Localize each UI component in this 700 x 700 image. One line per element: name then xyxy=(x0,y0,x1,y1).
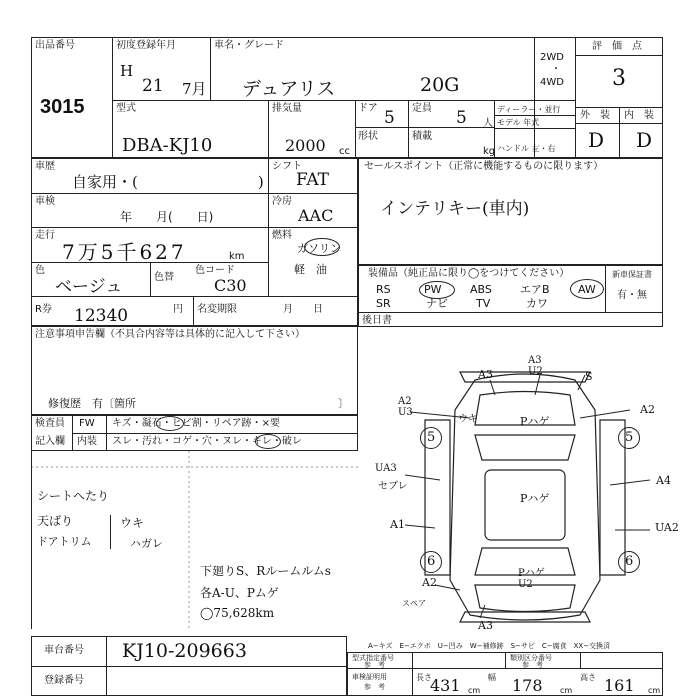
warranty-label: 新車保証書 xyxy=(612,270,652,279)
r-ticket-label: R券 xyxy=(35,304,52,315)
first-reg-era: H xyxy=(120,62,134,80)
width-unit: cm xyxy=(560,686,573,695)
equipment-item-r2-1: ナビ xyxy=(426,297,448,310)
aircon-label: 冷房 xyxy=(272,196,292,207)
mark-left-a2: A2 U3 xyxy=(398,396,413,418)
equipment-item-0: RS xyxy=(376,283,391,296)
cert-sub: 参 考 xyxy=(364,683,385,691)
inspector-row-2: スレ・汚れ・コゲ・穴・ヌレ・キレ・破レ xyxy=(112,436,302,447)
fuel-label: 燃料 xyxy=(272,230,292,241)
length-value: 431 xyxy=(430,676,461,695)
interior-grade: D xyxy=(636,128,653,152)
mark-top-s: S xyxy=(585,370,593,383)
drive-4wd: 4WD xyxy=(540,77,564,88)
inspector-circle-2 xyxy=(255,434,281,449)
notes-label: 注意事項申告欄（不具合内容等は具体的に記入して下さい） xyxy=(35,329,305,340)
sales-label: セールスポイント（正常に機能するものに限ります） xyxy=(364,161,604,172)
mark-top-a3-u2: A3 U2 xyxy=(528,355,543,377)
model-year-label: モデル 年式 xyxy=(497,118,540,127)
rear-label: 後日書 xyxy=(362,315,392,326)
shift-label: シフト xyxy=(272,161,302,172)
damage-legend: A−キズ E−エクボ U−凹み W−補修跡 S−サビ C−腐食 XX−交換済 xyxy=(368,642,611,650)
note-1: シートへたり xyxy=(37,489,110,503)
mark-right-a4: A4 xyxy=(656,474,671,487)
equipment-item-2: ABS xyxy=(470,283,492,296)
category-label: 類別区分番号 xyxy=(510,654,552,662)
type-value: DBA-KJ10 xyxy=(122,135,213,156)
mark-right-a2: A2 xyxy=(640,403,655,416)
tire-ll-value: 6 xyxy=(427,554,436,569)
history-label: 車歴 xyxy=(35,161,55,172)
mark-spare: スペア xyxy=(402,599,426,608)
color-label: 色 xyxy=(35,265,45,276)
equipment-item-1: PW xyxy=(424,283,442,296)
capacity-value: 5 xyxy=(456,108,467,128)
note-7: 各A-U、Pムゲ xyxy=(200,586,279,600)
mark-left-ua3: UA3 xyxy=(375,463,397,474)
inspection-label: 車検 xyxy=(35,196,55,207)
interior-label: 内 装 xyxy=(624,110,654,121)
r-ticket-value: 12340 xyxy=(74,306,129,326)
score-label: 評 価 点 xyxy=(592,41,642,52)
history-value: 自家用・( ) xyxy=(72,173,264,191)
displacement-label: 排気量 xyxy=(272,103,302,114)
first-reg-label: 初度登録年月 xyxy=(116,40,176,51)
load-label: 積載 xyxy=(412,131,432,142)
mark-bottom-a3: A3 xyxy=(478,619,493,632)
note-3: ドアトリム xyxy=(37,535,92,548)
tire-ul-value: 5 xyxy=(427,430,436,445)
displacement-value: 2000 xyxy=(285,136,326,155)
drive-2wd: 2WD xyxy=(540,52,564,63)
first-reg-month: 7月 xyxy=(182,80,207,98)
warranty-value: 有・無 xyxy=(617,290,647,301)
color-code-label: 色コード xyxy=(195,265,235,276)
mark-uki: ウキ xyxy=(458,414,478,425)
type-spec-label: 型式指定番号 xyxy=(352,654,394,662)
inspector-circle-1 xyxy=(156,416,184,431)
lot-label: 出品番号 xyxy=(35,40,75,51)
chassis-value: KJ10-209663 xyxy=(122,640,247,662)
drive-dot: ・ xyxy=(551,64,561,75)
equipment-item-4: AW xyxy=(578,283,596,296)
expiry-value: 月 日 xyxy=(283,304,323,315)
height-unit: cm xyxy=(648,686,661,695)
height-value: 161 xyxy=(604,676,635,695)
inspector-label-1: 検査員 xyxy=(35,418,65,429)
color-change-label: 色替 xyxy=(154,272,174,283)
note-2: 天ばり xyxy=(37,514,74,528)
fuel-gasoline: ガソリン xyxy=(297,242,341,255)
lot-number: 3015 xyxy=(40,96,85,118)
cert-label: 車検証明用 xyxy=(352,673,387,681)
sales-value: インテリキー(車内) xyxy=(380,199,530,219)
repair-bracket-end: 〕 xyxy=(338,397,349,410)
equipment-item-r2-0: SR xyxy=(376,297,391,310)
inspector-inside: 内装 xyxy=(77,436,97,447)
capacity-label: 定員 xyxy=(412,103,432,114)
model-name: デュアリス xyxy=(242,78,336,100)
aircon-value: AAC xyxy=(298,206,334,225)
equipment-item-r2-2: TV xyxy=(476,297,491,310)
inspection-value: 年 月( 日) xyxy=(120,210,214,224)
width-value: 178 xyxy=(512,676,543,695)
mark-p-hage-1: Pハゲ xyxy=(520,415,550,428)
inspector-row-1: キズ・凝石・ヒビ割・リペア跡・×要 xyxy=(112,418,280,429)
doors-value: 5 xyxy=(384,108,395,128)
mark-p-hage-2: Pハゲ xyxy=(520,492,550,505)
r-ticket-unit: 円 xyxy=(173,304,183,315)
score-value: 3 xyxy=(612,66,626,91)
doors-label: ドア xyxy=(358,103,378,114)
mark-sebure: セブレ xyxy=(378,481,408,492)
handle-label: ハンドル 左・右 xyxy=(497,144,556,153)
color-value: ベージュ xyxy=(55,277,123,297)
tire-ur-value: 5 xyxy=(625,430,634,445)
tire-lr-value: 6 xyxy=(625,554,634,569)
first-reg-year: 21 xyxy=(142,76,164,96)
model-name-label: 車名・グレード xyxy=(214,40,284,51)
mileage-label: 走行 xyxy=(35,230,55,241)
shift-value: FAT xyxy=(296,170,330,190)
mileage-value: 7万5千627 xyxy=(62,240,187,264)
equipment-label: 装備品（純正品に限り◯をつけてください） xyxy=(368,268,570,279)
mark-right-ua2: UA2 xyxy=(655,521,679,534)
fuel-light-oil: 軽 油 xyxy=(294,263,327,276)
mark-left-a1: A1 xyxy=(390,518,405,531)
load-unit: kg xyxy=(483,146,496,157)
equipment-item-3: エアB xyxy=(520,283,550,296)
note-5: ハガレ xyxy=(130,537,163,550)
width-label: 幅 xyxy=(488,673,496,682)
expiry-label: 名変期限 xyxy=(197,304,237,315)
dealer-label: ディーラー・並行 xyxy=(497,105,561,114)
grade: 20G xyxy=(420,74,460,96)
exterior-label: 外 装 xyxy=(580,110,610,121)
mark-p-hage-3: Pハゲ U2 xyxy=(518,568,545,590)
reg-label: 登録番号 xyxy=(44,675,84,686)
shape-label: 形状 xyxy=(358,131,378,142)
category-sub: 参 考 xyxy=(522,661,543,669)
fuel-selected-circle xyxy=(304,238,340,256)
inspector-fw: FW xyxy=(79,418,95,429)
capacity-unit: 人 xyxy=(483,118,493,129)
inspector-label-2: 記入欄 xyxy=(35,436,65,447)
repair-label: 修復歴 有〔箇所 xyxy=(48,397,136,410)
note-4: ウキ xyxy=(120,516,145,530)
mileage-unit: km xyxy=(229,251,245,262)
color-code-value: C30 xyxy=(214,276,247,295)
height-label: 高さ xyxy=(580,673,596,682)
note-8: ◯75,628km xyxy=(200,606,275,620)
equipment-item-r2-3: カワ xyxy=(526,297,548,310)
length-label: 長さ xyxy=(416,673,432,682)
chassis-label: 車台番号 xyxy=(44,645,84,656)
type-label: 型式 xyxy=(116,103,136,114)
mark-top-a3: A3 xyxy=(478,368,493,381)
displacement-unit: cc xyxy=(339,146,350,157)
mark-left-a2-b: A2 xyxy=(422,576,437,589)
exterior-grade: D xyxy=(588,128,605,152)
note-6: 下廻りS、Rルームルムs xyxy=(200,564,331,578)
type-spec-sub: 参 考 xyxy=(364,661,385,669)
length-unit: cm xyxy=(468,686,481,695)
